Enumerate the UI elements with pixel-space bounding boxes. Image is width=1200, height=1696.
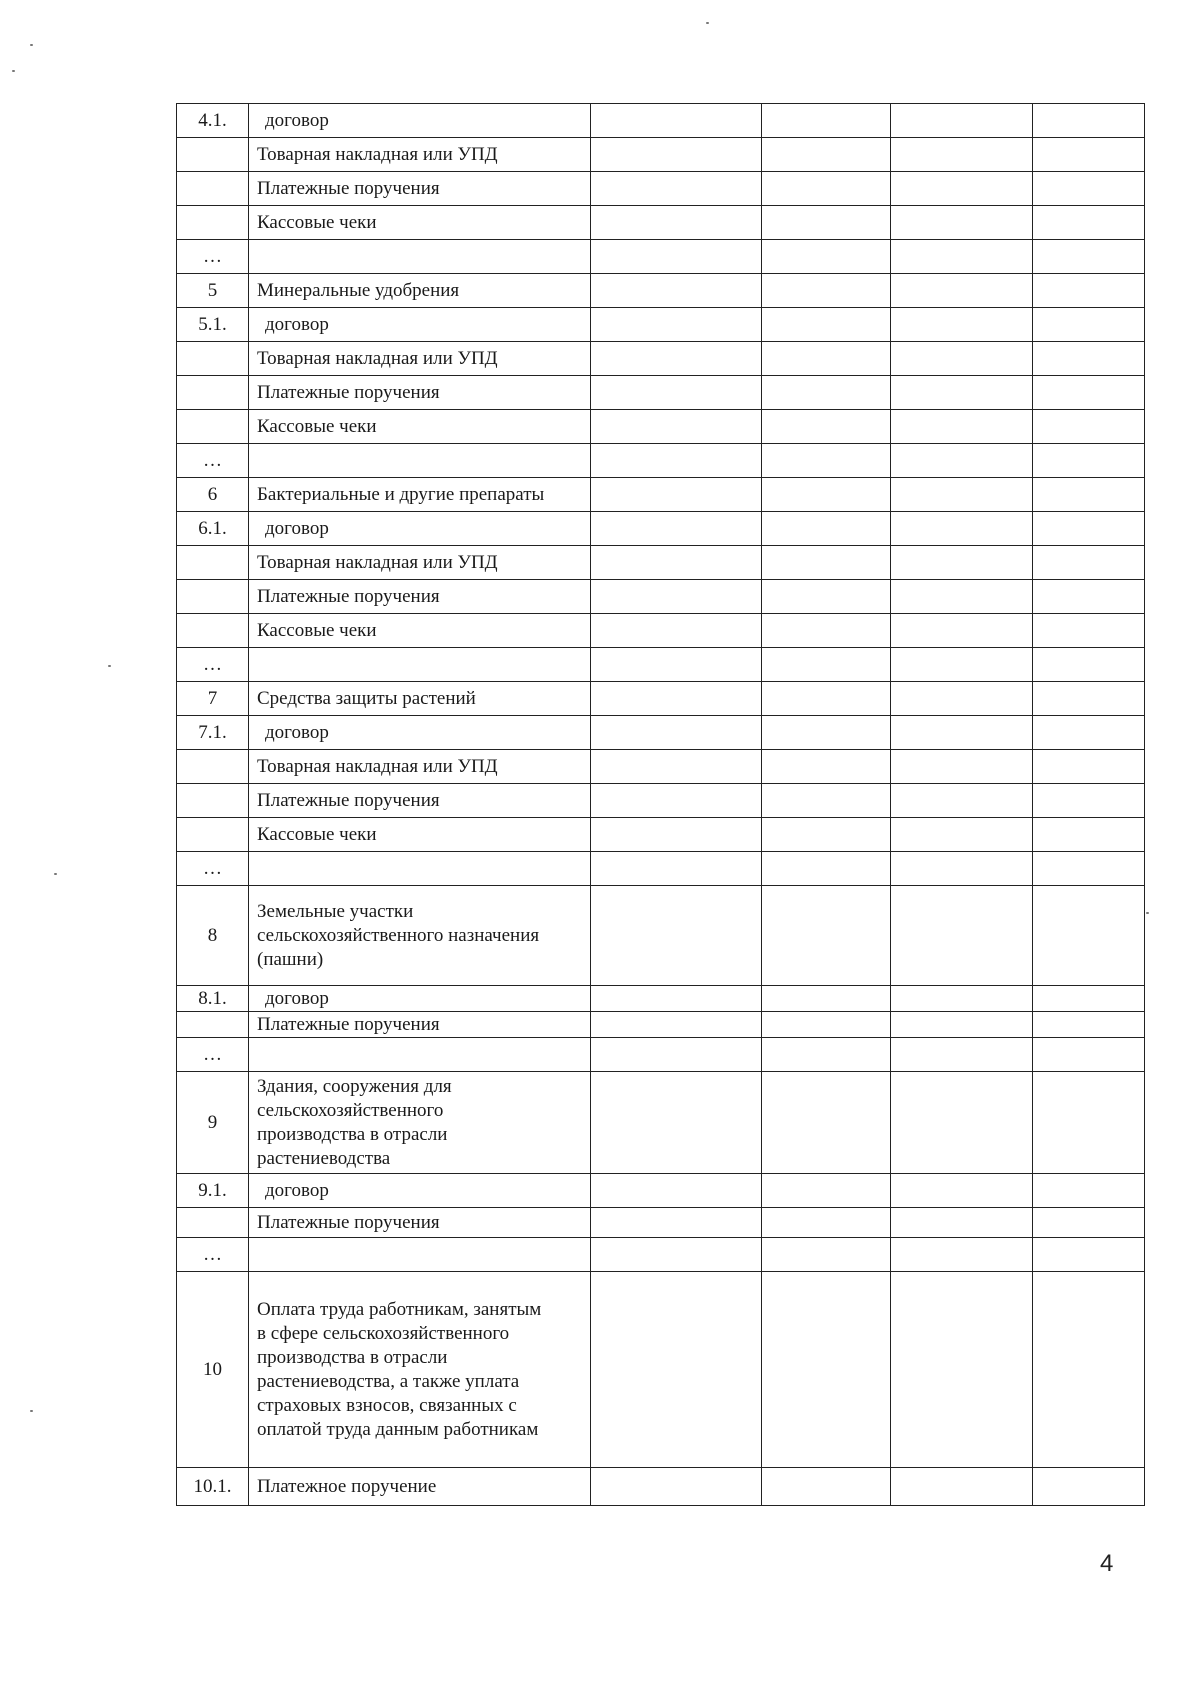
empty-cell [591,580,762,614]
scan-speck [1146,912,1149,914]
row-number [177,342,249,376]
empty-cell [1033,716,1145,750]
empty-cell [1033,1468,1145,1506]
scan-speck [108,665,111,667]
empty-cell [1033,648,1145,682]
empty-cell [591,546,762,580]
empty-cell [891,1468,1033,1506]
empty-cell [1033,444,1145,478]
empty-cell [591,1238,762,1272]
empty-cell [891,1072,1033,1174]
row-name: Кассовые чеки [249,614,591,648]
row-name-line: в сфере сельскохозяйственного [257,1322,510,1344]
table-row [177,1468,1145,1506]
empty-cell [891,1174,1033,1208]
row-name: договор [249,512,591,546]
table-row [177,342,1145,376]
row-name [249,1238,591,1272]
row-name-line: производства в отрасли [257,1346,448,1368]
row-number: 8 [177,886,249,986]
empty-cell [891,1208,1033,1238]
row-name [249,648,591,682]
empty-cell [591,614,762,648]
row-name: Бактериальные и другие препараты [249,478,591,512]
empty-cell [762,104,891,138]
table-row [177,580,1145,614]
empty-cell [762,1174,891,1208]
empty-cell [762,682,891,716]
expenses-table [176,103,1145,1506]
empty-cell [591,1208,762,1238]
empty-cell [891,478,1033,512]
row-name: Платежные поручения [249,1208,591,1238]
row-number: 7 [177,682,249,716]
empty-cell [591,172,762,206]
empty-cell [762,1468,891,1506]
empty-cell [1033,512,1145,546]
empty-cell [591,682,762,716]
empty-cell [762,308,891,342]
empty-cell [1033,1238,1145,1272]
empty-cell [591,648,762,682]
row-number [177,206,249,240]
empty-cell [1033,1038,1145,1072]
row-name [249,1038,591,1072]
row-number: 9 [177,1072,249,1174]
empty-cell [891,138,1033,172]
row-number: … [177,1038,249,1072]
table-row [177,682,1145,716]
empty-cell [591,478,762,512]
empty-cell [762,1238,891,1272]
empty-cell [762,1072,891,1174]
scan-speck [706,22,709,24]
empty-cell [891,750,1033,784]
empty-cell [762,818,891,852]
empty-cell [1033,580,1145,614]
empty-cell [762,750,891,784]
empty-cell [1033,986,1145,1012]
row-number [177,818,249,852]
table-row [177,172,1145,206]
table-row [177,410,1145,444]
empty-cell [1033,1174,1145,1208]
empty-cell [1033,104,1145,138]
empty-cell [591,104,762,138]
row-name: Товарная накладная или УПД [249,138,591,172]
empty-cell [891,342,1033,376]
row-number [177,1208,249,1238]
row-name: Кассовые чеки [249,410,591,444]
row-number [177,750,249,784]
page-number: 4 [1100,1550,1114,1577]
row-number: 5 [177,274,249,308]
empty-cell [591,1272,762,1468]
empty-cell [591,750,762,784]
empty-cell [891,410,1033,444]
empty-cell [891,444,1033,478]
row-name-line: сельскохозяйственного [257,1099,444,1121]
row-name: Платежные поручения [249,376,591,410]
empty-cell [891,172,1033,206]
empty-cell [891,852,1033,886]
empty-cell [1033,410,1145,444]
row-name: договор [249,1174,591,1208]
row-name: Кассовые чеки [249,818,591,852]
empty-cell [762,852,891,886]
empty-cell [591,444,762,478]
row-name-line: растениеводства, а также уплата [257,1370,520,1392]
row-name: договор [249,308,591,342]
empty-cell [1033,138,1145,172]
row-number: 6.1. [177,512,249,546]
empty-cell [591,512,762,546]
row-name [249,240,591,274]
table-row [177,546,1145,580]
table-row [177,818,1145,852]
empty-cell [891,682,1033,716]
empty-cell [1033,342,1145,376]
row-number: 8.1. [177,986,249,1012]
row-name-line: растениеводства [257,1147,391,1169]
empty-cell [1033,818,1145,852]
table-row [177,1072,1145,1174]
empty-cell [762,206,891,240]
table-row [177,1174,1145,1208]
empty-cell [591,818,762,852]
empty-cell [891,784,1033,818]
empty-cell [762,172,891,206]
empty-cell [762,886,891,986]
scan-speck [30,44,33,46]
empty-cell [1033,1072,1145,1174]
empty-cell [891,308,1033,342]
table-row [177,716,1145,750]
empty-cell [1033,478,1145,512]
table-row [177,614,1145,648]
row-name-line: производства в отрасли [257,1123,448,1145]
empty-cell [1033,308,1145,342]
empty-cell [891,818,1033,852]
empty-cell [591,852,762,886]
empty-cell [591,138,762,172]
empty-cell [762,1272,891,1468]
empty-cell [1033,172,1145,206]
empty-cell [591,1468,762,1506]
empty-cell [1033,274,1145,308]
empty-cell [591,1174,762,1208]
empty-cell [1033,376,1145,410]
row-name: договор [249,986,591,1012]
empty-cell [591,240,762,274]
empty-cell [891,512,1033,546]
row-name-line: Оплата труда работникам, занятым [257,1298,542,1320]
empty-cell [1033,852,1145,886]
empty-cell [762,138,891,172]
empty-cell [591,1038,762,1072]
empty-cell [1033,1208,1145,1238]
table-row [177,1272,1145,1468]
empty-cell [762,614,891,648]
empty-cell [762,580,891,614]
empty-cell [1033,886,1145,986]
empty-cell [1033,784,1145,818]
row-number: 10.1. [177,1468,249,1506]
row-number: 5.1. [177,308,249,342]
table-row [177,206,1145,240]
empty-cell [891,614,1033,648]
row-name: договор [249,104,591,138]
empty-cell [762,1012,891,1038]
table-row [177,274,1145,308]
table-body [177,104,1145,1506]
empty-cell [762,716,891,750]
row-name-line: Земельные участки [257,900,414,922]
row-name: Платежные поручения [249,172,591,206]
row-name-line: сельскохозяйственного назначения [257,924,540,946]
table-row [177,648,1145,682]
row-number: … [177,648,249,682]
empty-cell [1033,240,1145,274]
row-name-line: Здания, сооружения для [257,1075,452,1097]
row-name: Платежные поручения [249,784,591,818]
empty-cell [762,1208,891,1238]
row-name: Минеральные удобрения [249,274,591,308]
row-number [177,546,249,580]
row-number: … [177,1238,249,1272]
row-name [249,444,591,478]
table-row [177,478,1145,512]
empty-cell [591,206,762,240]
empty-cell [762,376,891,410]
scan-speck [30,1410,33,1412]
empty-cell [891,206,1033,240]
table-row [177,104,1145,138]
row-number [177,410,249,444]
empty-cell [591,410,762,444]
empty-cell [762,410,891,444]
row-number: … [177,240,249,274]
row-number [177,1012,249,1038]
empty-cell [591,716,762,750]
row-name: Платежные поручения [249,1012,591,1038]
row-name-line: оплатой труда данным работникам [257,1418,539,1440]
row-name [249,886,591,986]
empty-cell [891,648,1033,682]
empty-cell [591,274,762,308]
empty-cell [1033,682,1145,716]
table-row [177,784,1145,818]
row-number: … [177,852,249,886]
empty-cell [762,478,891,512]
row-number: 4.1. [177,104,249,138]
empty-cell [762,986,891,1012]
empty-cell [891,580,1033,614]
empty-cell [591,784,762,818]
table-row [177,986,1145,1012]
empty-cell [762,274,891,308]
empty-cell [762,784,891,818]
empty-cell [762,512,891,546]
scan-speck [12,70,15,72]
table-row [177,852,1145,886]
empty-cell [762,1038,891,1072]
table-row [177,1012,1145,1038]
row-number: 9.1. [177,1174,249,1208]
empty-cell [762,342,891,376]
row-name: Средства защиты растений [249,682,591,716]
row-number [177,172,249,206]
row-name: Платежное поручение [249,1468,591,1506]
empty-cell [891,1038,1033,1072]
row-name [249,1072,591,1174]
table-row [177,886,1145,986]
empty-cell [1033,1272,1145,1468]
row-name: Товарная накладная или УПД [249,546,591,580]
table-row [177,444,1145,478]
empty-cell [1033,614,1145,648]
empty-cell [591,1072,762,1174]
empty-cell [591,342,762,376]
empty-cell [1033,206,1145,240]
row-number [177,614,249,648]
empty-cell [891,716,1033,750]
empty-cell [891,546,1033,580]
empty-cell [762,444,891,478]
table-row [177,308,1145,342]
empty-cell [762,240,891,274]
row-name [249,1272,591,1468]
table-row [177,138,1145,172]
empty-cell [891,1238,1033,1272]
table-row [177,1038,1145,1072]
empty-cell [591,986,762,1012]
row-number: 7.1. [177,716,249,750]
row-name-line: страховых взносов, связанных с [257,1394,517,1416]
empty-cell [891,986,1033,1012]
empty-cell [891,104,1033,138]
empty-cell [891,376,1033,410]
row-name-line: (пашни) [257,948,324,970]
empty-cell [1033,1012,1145,1038]
empty-cell [891,240,1033,274]
empty-cell [591,886,762,986]
empty-cell [891,1272,1033,1468]
row-name [249,852,591,886]
table-row [177,512,1145,546]
row-name: Товарная накладная или УПД [249,342,591,376]
table-row [177,240,1145,274]
empty-cell [591,308,762,342]
row-number [177,580,249,614]
empty-cell [591,1012,762,1038]
table-row [177,376,1145,410]
empty-cell [891,886,1033,986]
row-name: Платежные поручения [249,580,591,614]
row-number: … [177,444,249,478]
scan-speck [54,873,57,875]
row-name: Кассовые чеки [249,206,591,240]
table-row [177,750,1145,784]
empty-cell [1033,546,1145,580]
row-number [177,376,249,410]
empty-cell [891,1012,1033,1038]
row-number [177,784,249,818]
empty-cell [762,546,891,580]
empty-cell [891,274,1033,308]
table-row [177,1238,1145,1272]
empty-cell [1033,750,1145,784]
row-name: договор [249,716,591,750]
row-number: 10 [177,1272,249,1468]
row-number [177,138,249,172]
row-number: 6 [177,478,249,512]
table-row [177,1208,1145,1238]
empty-cell [762,648,891,682]
empty-cell [591,376,762,410]
row-name: Товарная накладная или УПД [249,750,591,784]
